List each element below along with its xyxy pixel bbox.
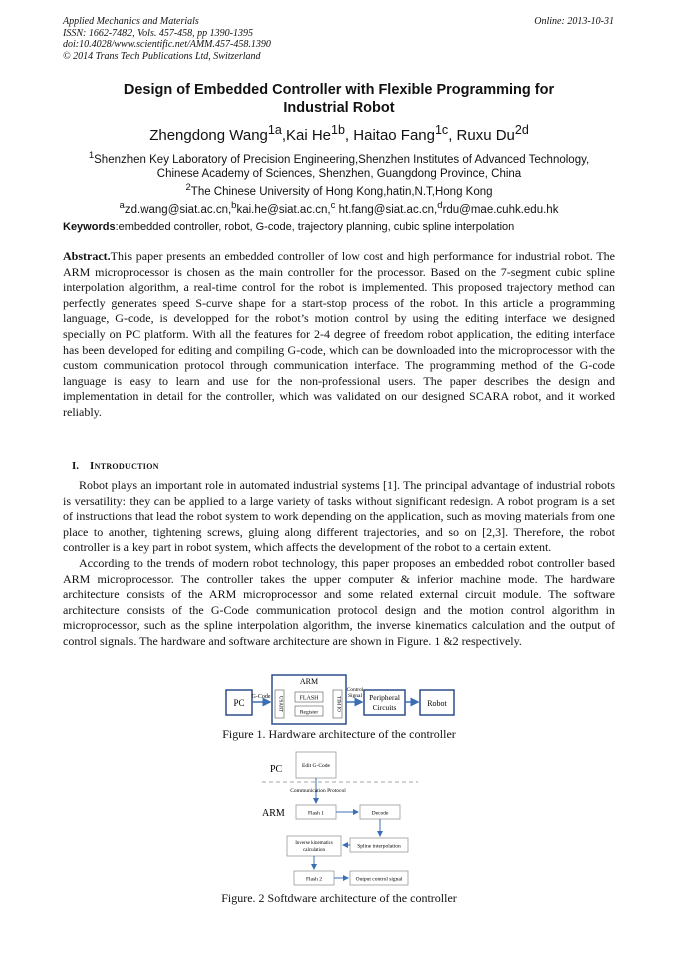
author-name: Ruxu Du	[456, 127, 515, 144]
author-name: Zhengdong Wang	[149, 127, 268, 144]
paragraph: According to the trends of modern robot technology, this paper proposes an embedded robot controller based ARM microprocessor. The controller takes the upper computer & inferior machine mode. The hardware architecture consists of the ARM microprocessor and some related external circuit module. The software architecture consists of the G-Code communication protocol design and the motion control algorithm in microprocessor, such as the spline interpolation algorithm, the inverse kinematics calculation and the output of control signals. The hardware and software architecture are shown in Figure. 1 &2 respectively.	[63, 555, 615, 648]
section-title: Introduction	[90, 460, 159, 472]
fig2-protocol-label: Communication Protocol	[290, 788, 346, 794]
figure-1-caption: Figure 1. Hardware architecture of the controller	[222, 727, 456, 741]
fig2-flash2-label: Flash 2	[305, 876, 323, 883]
email-sup: d	[437, 199, 443, 211]
email: ht.fang@siat.ac.cn,	[335, 203, 438, 216]
email-sup: a	[119, 199, 125, 211]
fig1-pc-label: PC	[233, 698, 245, 708]
affil-text: The Chinese University of Hong Kong,hatin,N.T,Hong Kong	[190, 185, 493, 198]
keywords-text: :embedded controller, robot, G-code, trajectory planning, cubic spline interpolation	[115, 221, 515, 233]
paragraph: Robot plays an important role in automated industrial systems [1]. The principal advantage of industrial robots is versatility: they can be applied to a large variety of tasks without significant redesign. A robot program is a set of instructions that lead the robot system to work depending on the application, such as moving materials from one place to another, tightening screws, gluing along different trajectories, and so on [2,3]. Therefore, the robot controller is a key part in robot system, which affects the development of the robot to a certain extent.	[63, 478, 615, 555]
fig1-peripheral-label-1: Peripheral	[369, 693, 400, 702]
fig1-arm-box	[272, 675, 346, 724]
fig1-robot-label: Robot	[427, 699, 447, 708]
fig1-usart-label: USART	[277, 695, 283, 713]
email-sup: b	[231, 199, 237, 211]
section-number: I.	[72, 460, 80, 472]
email-sup: c	[330, 199, 336, 211]
fig2-edit-label: Edit G-Code	[302, 763, 330, 769]
online-date: Online: 2013-10-31	[534, 16, 614, 27]
fig1-control-label-2: Signal	[347, 693, 363, 699]
fig1-arm-label: ARM	[299, 677, 319, 686]
affiliation-1-line-2: Chinese Academy of Sciences, Shenzhen, Guangdong Province, China	[156, 167, 522, 180]
fig2-arm-label: ARM	[262, 808, 285, 819]
figure-2-software-diagram	[262, 752, 418, 885]
abstract-text: This paper presents an embedded controller of low cost and high performance for industrial robot. The ARM microprocessor is chosen as the main controller for the processor. Based on the 7-segment cubic spline interpolation algorithm, a real-time control for the robot is implemented. This proposed trajectory method can perfectly generates speed S-curve shape for a start-stop process of the robot. In this article a programming language, G-code, is developped for the robot’s motion control by using the editing interface we designed specially on PC platform. With all the features for 2-4 degree of freedom robot application, the editing interface has been developed for editing and compiling G-code, which can be downloaded into the microprocessor with the custom communication protocol through communication interface. The programming method of the G-code language is easy to learn and use for the non-professional users. The paper describes the design and implementation in detail for the controller, which was validated on our designed SCARA robot, and it worked reliably.	[63, 249, 615, 419]
fig2-spline-label: Spline interpolation	[357, 843, 401, 850]
author-name: Kai He	[285, 127, 332, 144]
fig2-output-label: Output control signal	[355, 876, 403, 883]
author-name: Haitao Fang	[353, 127, 435, 144]
fig1-pc-box	[226, 690, 252, 715]
fig2-flash1-label: Flash 1	[307, 810, 325, 817]
keywords-label: Keywords	[63, 221, 116, 233]
email: kai.he@siat.ac.cn,	[236, 203, 331, 216]
affil-text: Shenzhen Key Laboratory of Precision Engineering,Shenzhen Institutes of Advanced Technology,	[94, 153, 590, 166]
fig2-ik-label-2: calculation	[303, 848, 325, 853]
fig2-pc-label: PC	[270, 764, 283, 775]
fig1-peripheral-label-2: Circuits	[372, 703, 397, 712]
fig2-ik-label-1: Inverse kinematics	[295, 841, 333, 846]
doi: doi:10.4028/www.scientific.net/AMM.457-458.1390	[63, 39, 271, 50]
fig1-peripheral-box	[364, 690, 405, 715]
email: rdu@mae.cuhk.edu.hk	[442, 203, 559, 216]
author-list: Zhengdong Wang$^{1a}$,Kai $He^{1b}$, Haitao Fang$^{1c}$, Ruxu $Du^{2d}$	[149, 123, 529, 144]
author-sup: 2d	[514, 123, 529, 137]
fig1-gcode-label: G-Code	[251, 694, 271, 700]
fig1-control-label-1: Control	[346, 687, 364, 693]
fig1-register-label: Register	[299, 709, 319, 716]
author-sup: 1c	[434, 123, 449, 137]
affil-sup: 1	[88, 150, 95, 161]
abstract-label: Abstract.	[63, 249, 111, 263]
title-line-1: Design of Embedded Controller with Flexible Programming for	[123, 82, 555, 98]
copyright: © 2014 Trans Tech Publications Ltd, Switzerland	[63, 50, 261, 62]
fig1-robot-box	[420, 690, 454, 715]
figure-2-caption: Figure. 2 Softdware architecture of the controller	[221, 891, 457, 905]
journal-name: Applied Mechanics and Materials	[63, 16, 199, 27]
affil-sup: 2	[185, 181, 191, 193]
fig1-flash-label: FLASH	[299, 695, 319, 702]
author-sup: 1a	[267, 123, 282, 137]
fig1-timio-label: TIM IO	[335, 696, 341, 712]
title-line-2: Industrial Robot	[283, 100, 395, 116]
issn: ISSN: 1662-7482, Vols. 457-458, pp 1390-1395	[63, 27, 253, 39]
fig2-decode-label: Decode	[371, 810, 389, 817]
author-sup: 1b	[331, 123, 345, 137]
fig2-ik-box	[287, 836, 341, 856]
email: zd.wang@siat.ac.cn,	[124, 203, 232, 216]
